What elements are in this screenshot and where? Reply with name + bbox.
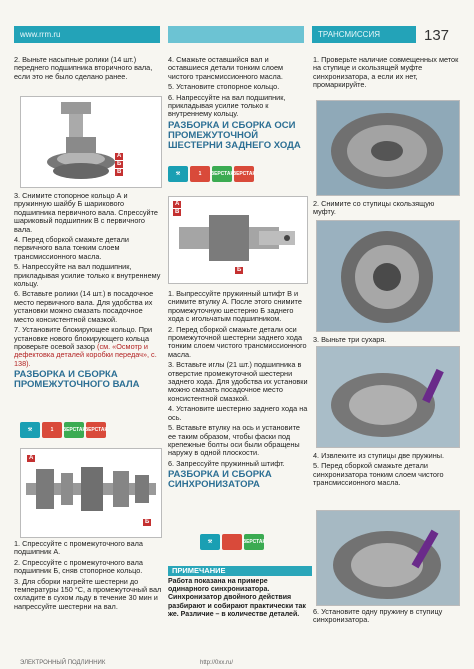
col3-p6: 6. Установите одну пружину в ступицу синхронизатора. [313, 607, 443, 625]
photo-sync-marks [316, 100, 460, 196]
photo-spring-install [316, 510, 460, 606]
page-number: 137 [424, 27, 450, 44]
col3-p3-wrap [313, 336, 459, 346]
col1-p6 [14, 326, 162, 368]
workbench-icon-2 [212, 166, 232, 182]
header-bar-right [312, 26, 416, 43]
col3-p2: 2. Снимите со ступицы скользящую муфту. [313, 199, 435, 217]
icon-set1-label-1: ВЕРСТАК [62, 427, 86, 433]
workbench-icon [64, 422, 84, 438]
label-v-3: В [175, 209, 180, 215]
vise-icon [86, 422, 106, 438]
icon-set2-label-2: ВЕРСТАК [232, 171, 256, 177]
vise-icon-2 [234, 166, 254, 182]
col1-p6-link[interactable]: (см. «Осмотр и дефектовка деталей коробки передач», с. 138). [14, 341, 157, 368]
note-title: ПРИМЕЧАНИЕ [168, 566, 312, 576]
col1-p8: 2. Спрессуйте с промежуточного вала подшипник Б, сняв стопорное кольцо. [14, 557, 143, 576]
icon-set1-label-0: 1 [50, 427, 54, 433]
col2-p8: 5. Вставьте втулку на ось и установите ее таким образом, чтобы фаски под крепежные болты оси были обращены наружу в одной плоскости. [168, 423, 300, 458]
col3-top [313, 56, 459, 92]
col2-p3: 6. Напрессуйте на вал подшипник, прикладывая усилие только к внутреннему кольцу. [168, 92, 286, 119]
col3-bottom [313, 608, 459, 627]
icons-set1 [20, 422, 106, 438]
person-icon [42, 422, 62, 438]
wrench-icon-2: ⚒ [168, 166, 188, 182]
person-icon-3 [222, 534, 242, 550]
col2-p7: 4. Установите шестерню заднего хода на ось. [168, 404, 308, 422]
icons-set3 [200, 534, 264, 550]
col3-p3: 3. Выньте три сухаря. [313, 335, 387, 344]
icons-set2 [168, 166, 254, 182]
label-a-2: А [29, 455, 34, 461]
section-heading-countershaft: РАЗБОРКА И СБОРКА ПРОМЕЖУТОЧНОГО ВАЛА [14, 369, 140, 391]
icon-set2-label-0: 1 [198, 171, 202, 177]
header-bar-middle [168, 26, 304, 43]
wrench-icon-3: ⚒ [200, 534, 220, 550]
workbench-icon-3 [244, 534, 264, 550]
col2-p2: 5. Установите стопорное кольцо. [168, 82, 280, 92]
col2-p5: 2. Перед сборкой смажьте детали оси промежуточной шестерни заднего хода тонким слоем чистого трансмиссионного масла. [168, 324, 307, 359]
label-b-2: Б [145, 519, 150, 525]
col1-bottom [14, 540, 162, 613]
icon-set1-label-2: ВЕРСТАК [84, 427, 108, 433]
col2-p6: 3. Вставьте иглы (21 шт.) подшипника в отверстие промежуточной шестерни заднего хода. Для удобства их установки можно смазать посадочное место консистентной смазкой. [168, 360, 308, 403]
col1-middle [14, 192, 162, 392]
header-right-text: ТРАНСМИССИЯ [318, 30, 380, 39]
col3-p1: 1. Проверьте наличие совмещенных меток на ступице и скользящей муфте синхронизатора, а если их нет, промаркируйте. [313, 55, 459, 90]
col1-p3: 4. Перед сборкой смажьте детали первичного вала тонким слоем трансмиссионного масла. [14, 235, 129, 261]
col1-p4: 5. Напрессуйте на вал подшипник, прикладывая усилие только к внутреннему кольцу. [14, 262, 161, 289]
header-bar-left [14, 26, 160, 43]
label-a-3: А [175, 201, 180, 207]
col1-p1: 2. Выньте насыпные ролики (14 шт.) переднего подшипника вторичного вала, если это не было сделано ранее. [14, 55, 153, 81]
photo-keys-removal [316, 346, 460, 448]
col1-p7: 1. Спрессуйте с промежуточного вала подшипник А. [14, 539, 143, 557]
col1-p6-text: 7. Установите блокирующее кольцо. При установке нового блокирующего кольца проверьте осевой зазор [14, 325, 153, 351]
note-text: Работа показана на примере одинарного синхронизатора. Синхронизатор двойного действия разбирают и собирают практически так же. Различие – в количестве деталей. [168, 578, 306, 618]
icon-set3-label-0: ВЕРСТАК [242, 539, 266, 545]
photo-input-shaft [20, 96, 162, 188]
col1-p9: 3. Для сборки нагрейте шестерни до температуры 150 °С, а промежуточный вал охладите в сухом льду в течение 30 мин и напрессуйте шестерни на вал. [14, 576, 162, 611]
label-b: Б [117, 161, 122, 167]
col1-p5: 6. Вставьте ролики (14 шт.) в посадочное место первичного вала. Для удобства их установки можно смазать посадочное место консистентной смазкой. [14, 289, 154, 324]
col2-middle [168, 290, 308, 492]
footer-url[interactable]: http://0xx.ru/ [200, 660, 234, 666]
label-a: А [117, 153, 122, 159]
label-b-3: Б [237, 267, 242, 273]
header-left-text: www.rrm.ru [20, 30, 61, 39]
col3-p5: 5. Перед сборкой смажьте детали синхронизатора тонким слоем чистого трансмиссионного масла. [313, 461, 444, 488]
person-icon-2 [190, 166, 210, 182]
icon-set2-label-1: ВЕРСТАК [210, 171, 234, 177]
col1-p2: 3. Снимите стопорное кольцо А и пружинную шайбу Б шарикового подшипника первичного вала. Спрессуйте шариковый подшипник В с первичного вала. [14, 191, 158, 234]
col1-top [14, 56, 162, 83]
col2-p1: 4. Смажьте оставшийся вал и оставшиеся детали тонким слоем чистого трансмиссионного масла. [168, 55, 284, 81]
col3-p4: 4. Извлеките из ступицы две пружины. [313, 451, 445, 460]
photo-countershaft [20, 448, 162, 538]
wrench-icon: ⚒ [20, 422, 40, 438]
section-heading-synchronizer: РАЗБОРКА И СБОРКА СИНХРОНИЗАТОРА [168, 469, 272, 491]
col2-p4: 1. Выпрессуйте пружинный штифт В и снимите втулку А. После этого снимите промежуточную шестерню Б заднего хода с игольчатым подшипником. [168, 289, 302, 324]
col3-p2-wrap [313, 200, 459, 219]
col2-top [168, 56, 308, 153]
label-v: В [117, 169, 122, 175]
footer-left: ЭЛЕКТРОННЫЙ ПОДЛИННИК [20, 660, 106, 666]
section-heading-reverse-idler: РАЗБОРКА И СБОРКА ОСИ ПРОМЕЖУТОЧНОЙ ШЕСТЕРНИ ЗАДНЕГО ХОДА [168, 119, 301, 151]
photo-sleeve-removal [316, 220, 460, 332]
photo-reverse-idler [168, 196, 308, 284]
col3-middle [313, 452, 459, 490]
col2-p9: 6. Запрессуйте пружинный штифт. [168, 458, 285, 468]
